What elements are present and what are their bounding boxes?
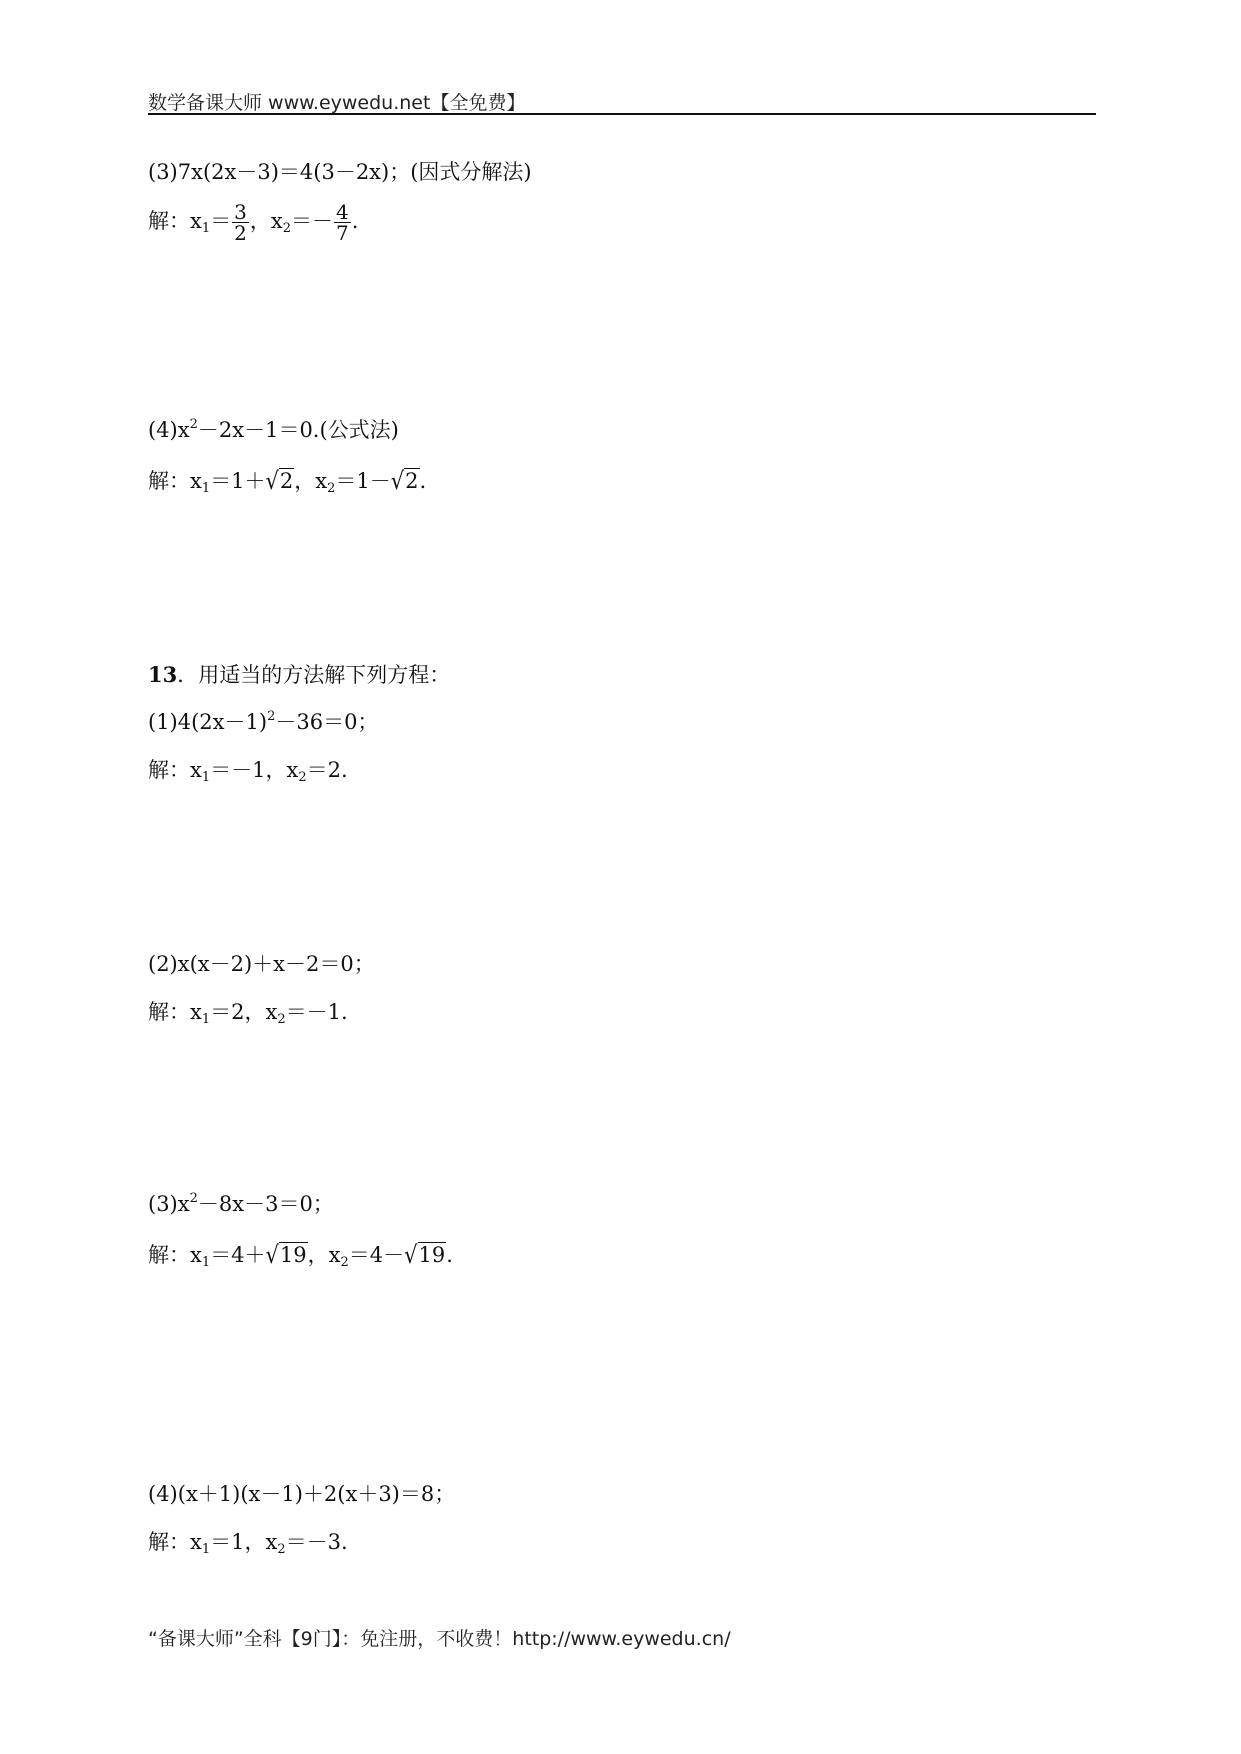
- page-footer: “备课大师”全科【9门】：免注册，不收费！http://www.eywedu.cn/: [148, 1628, 731, 1650]
- fraction: $\frac{3}{2}$: [234, 200, 247, 245]
- s13-item-4-question: (4)(x＋1)(x－1)＋2(x＋3)＝8；: [148, 1482, 456, 1506]
- square-root: √19: [265, 1241, 307, 1269]
- s13-item-3-question: $(3)x^2-8x-3=0$；: [148, 1191, 334, 1216]
- s13-item-2-solution: 解：$x_1=2$，$x_2=-1$.: [148, 1000, 348, 1027]
- problem-3-solution: 解：$x_1=$ $\frac{3}{2}$ ，$x_2=-$ $\frac{4}{7}$ .: [148, 200, 359, 245]
- s13-item-1-question: $(1)4(2x-1)^2-36=0$；: [148, 709, 379, 734]
- square-root: √2: [390, 467, 419, 495]
- problem-3-question: (3)7x(2x－3)＝4(3－2x)；(因式分解法): [148, 160, 532, 184]
- section-13-heading: 13．用适当的方法解下列方程：: [148, 662, 451, 687]
- page-header: 数学备课大师 www.eywedu.net【全免费】: [148, 92, 526, 114]
- header-rule: [148, 113, 1096, 115]
- s13-item-4-solution: 解：$x_1=1$，$x_2=-3$.: [148, 1530, 348, 1557]
- square-root: √19: [404, 1241, 446, 1269]
- problem-4-question: $(4)x^2-2x-1=0$.(公式法): [148, 417, 399, 442]
- s13-item-2-question: (2)x(x－2)＋x－2＝0；: [148, 952, 375, 976]
- problem-4-solution: 解：$x_1=1+√2$，$x_2=1-√2$.: [148, 467, 427, 496]
- square-root: √2: [265, 467, 294, 495]
- s13-item-3-solution: 解：$x_1=4+√19$，$x_2=4-√19$.: [148, 1241, 453, 1270]
- s13-item-1-solution: 解：$x_1=-1$，$x_2=2$.: [148, 758, 348, 785]
- fraction: $\frac{4}{7}$: [335, 200, 349, 245]
